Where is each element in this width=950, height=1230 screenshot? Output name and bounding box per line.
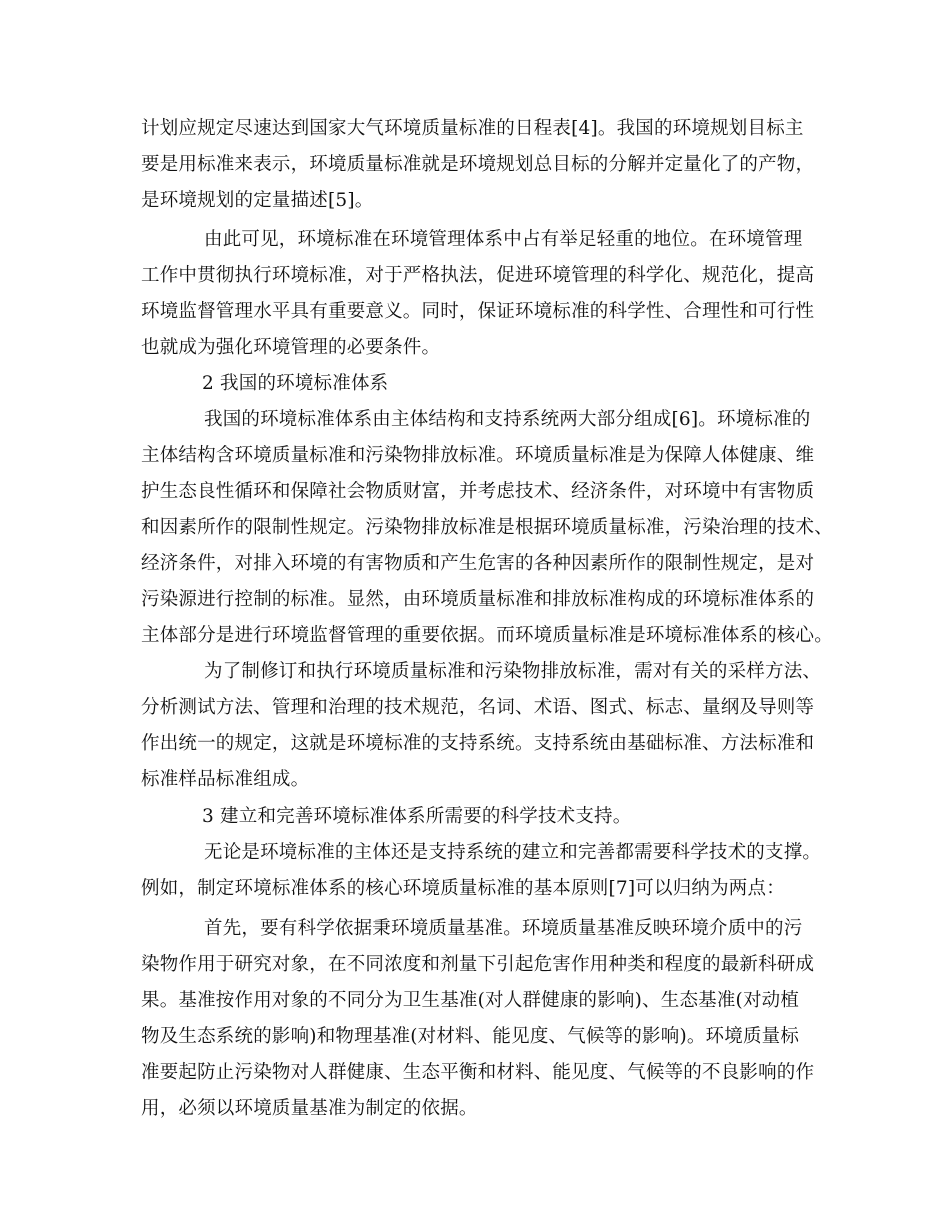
section-heading: 3 建立和完善环境标准体系所需要的科学技术支持。 (202, 806, 632, 827)
body-text-line: 准要起防止污染物对人群健康、生态平衡和材料、能见度、气候等的不良影响的作 (141, 1062, 815, 1083)
paragraph-first-line: 无论是环境标准的主体还是支持系统的建立和完善都需要科学技术的支撑。 (204, 842, 822, 863)
body-text-line: 护生态良性循环和保障社会物质财富，并考虑技术、经济条件，对环境中有害物质 (141, 481, 815, 502)
body-text-line: 物及生态系统的影响)和物理基准(对材料、能见度、气候等的影响)。环境质量标 (141, 1026, 800, 1047)
paragraph-first-line: 为了制修订和执行环境质量标准和污染物排放标准，需对有关的采样方法、 (204, 661, 822, 682)
body-text-line: 工作中贯彻执行环境标准，对于严格执法，促进环境管理的科学化、规范化，提高 (141, 265, 815, 286)
body-text-line: 也就成为强化环境管理的必要条件。 (141, 337, 441, 358)
body-text-line: 经济条件，对排入环境的有害物质和产生危害的各种因素所作的限制性规定，是对 (141, 553, 815, 574)
body-text-line: 作出统一的规定，这就是环境标准的支持系统。支持系统由基础标准、方法标准和 (141, 733, 815, 754)
body-text-line: 主体结构含环境质量标准和污染物排放标准。环境质量标准是为保障人体健康、维 (141, 445, 815, 466)
body-text-line: 环境监督管理水平具有重要意义。同时，保证环境标准的科学性、合理性和可行性 (141, 301, 815, 322)
body-text-line: 是环境规划的定量描述[5]。 (141, 190, 374, 211)
section-heading: 2 我国的环境标准体系 (202, 373, 389, 394)
body-text-line: 和因素所作的限制性规定。污染物排放标准是根据环境质量标准，污染治理的技术、 (141, 517, 833, 538)
body-text-line: 要是用标准来表示，环境质量标准就是环境规划总目标的分解并定量化了的产物， (141, 154, 815, 175)
body-text-line: 果。基准按作用对象的不同分为卫生基准(对人群健康的影响)、生态基准(对动植 (141, 990, 800, 1011)
body-text-line: 主体部分是进行环境监督管理的重要依据。而环境质量标准是环境标准体系的核心。 (141, 625, 833, 646)
paragraph-first-line: 我国的环境标准体系由主体结构和支持系统两大部分组成[6]。环境标准的 (204, 409, 811, 430)
body-text-line: 污染源进行控制的标准。显然，由环境质量标准和排放标准构成的环境标准体系的 (141, 589, 815, 610)
body-text-line: 标准样品标准组成。 (141, 769, 310, 790)
body-text-line: 计划应规定尽速达到国家大气环境质量标准的日程表[4]。我国的环境规划目标主 (141, 118, 804, 139)
body-text-line: 例如，制定环境标准体系的核心环境质量标准的基本原则[7]可以归纳为两点： (141, 878, 785, 899)
body-text-line: 分析测试方法、管理和治理的技术规范，名词、术语、图式、标志、量纲及导则等 (141, 697, 815, 718)
body-text-line: 用，必须以环境质量基准为制定的依据。 (141, 1098, 478, 1119)
paragraph-first-line: 由此可见，环境标准在环境管理体系中占有举足轻重的地位。在环境管理 (204, 229, 803, 250)
paragraph-first-line: 首先，要有科学依据秉环境质量基准。环境质量基准反映环境介质中的污 (204, 918, 803, 939)
body-text-line: 染物作用于研究对象，在不同浓度和剂量下引起危害作用种类和程度的最新科研成 (141, 954, 815, 975)
